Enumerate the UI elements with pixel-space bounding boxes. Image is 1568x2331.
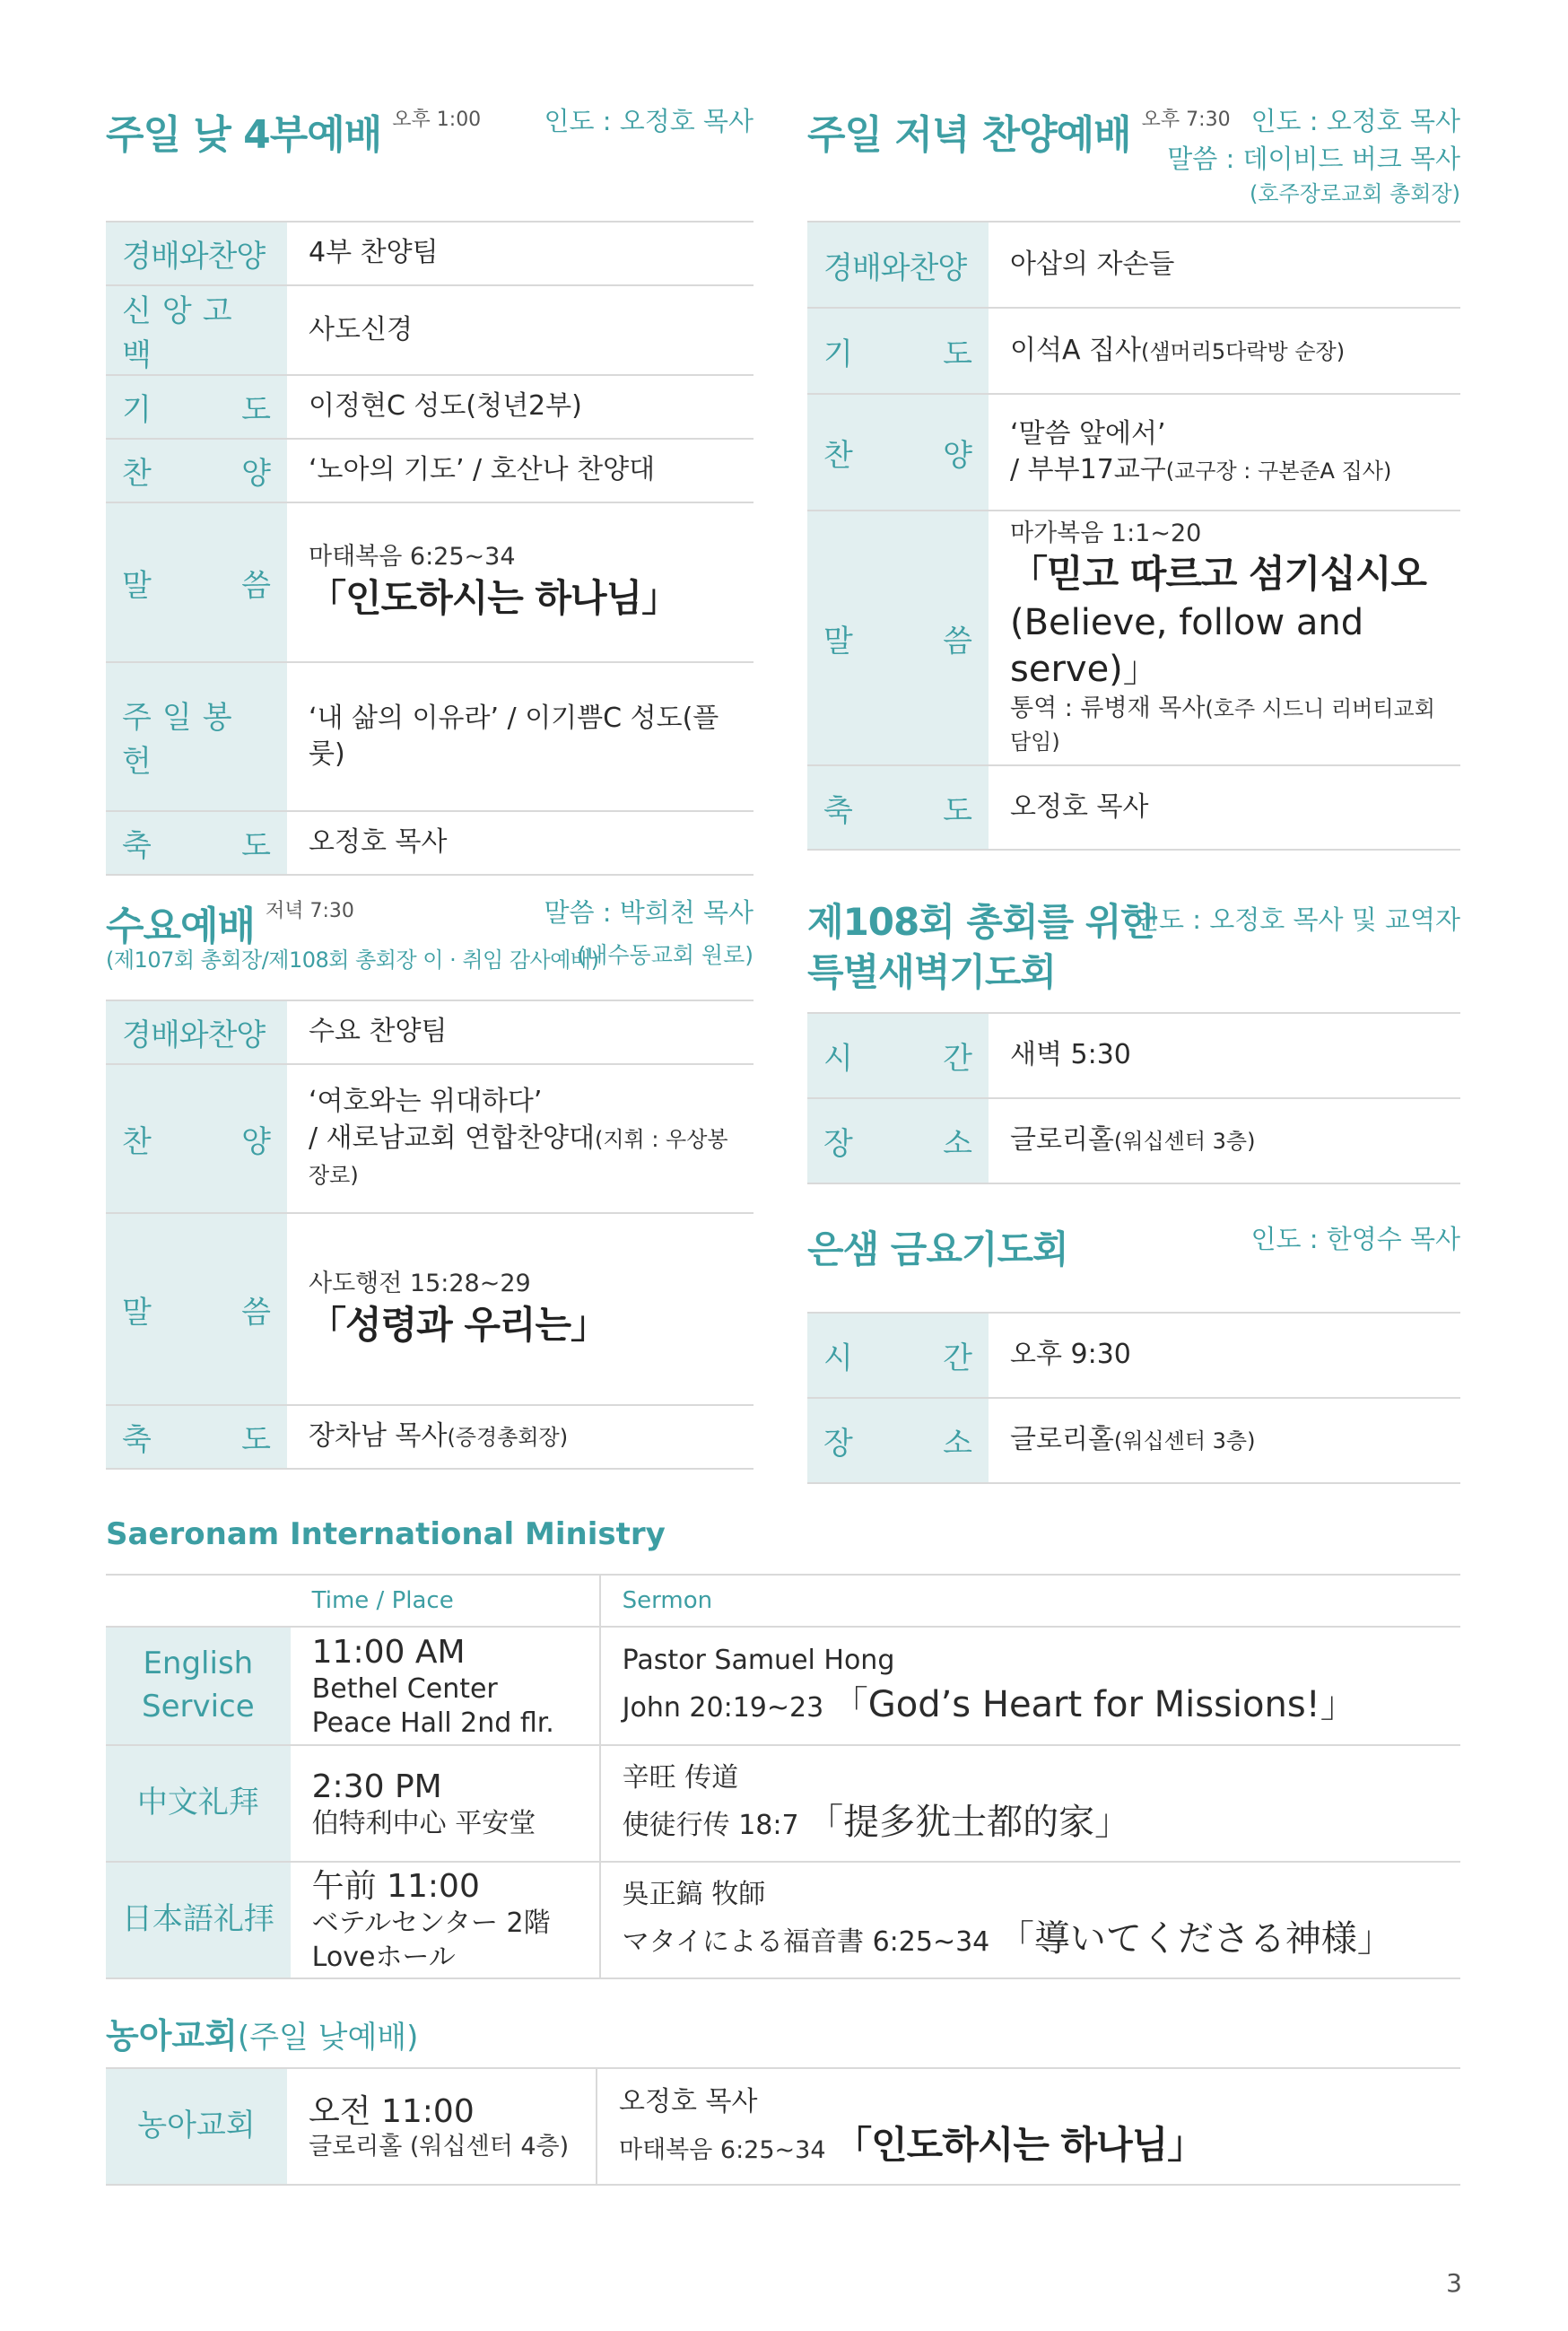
sunday-evening-table	[807, 221, 1460, 851]
word-label: 말 씀	[106, 1213, 287, 1405]
interpreter: 통역 : 류병재 목사(호주 시드니 리버티교회 담임)	[1010, 694, 1435, 755]
deaf-church-table	[106, 2067, 1460, 2186]
time-place: 2:30 PM 伯特利中心 平安堂	[291, 1745, 600, 1862]
sermon-title: 「성령과 우리는」	[309, 1302, 608, 1347]
page-number: 3	[1446, 2268, 1462, 2298]
international-table	[106, 1574, 1460, 1979]
word-value	[287, 1213, 754, 1405]
place-label: 장 소	[807, 1098, 989, 1183]
word-label: 말 씀	[807, 511, 989, 765]
sunday-4-time: 오후 1:00	[392, 109, 482, 131]
place-value: 글로리홀(워십센터 3층)	[1010, 1124, 1256, 1157]
praise-label: 찬 양	[807, 394, 989, 511]
time-value: 오후 9:30	[1010, 1339, 1131, 1371]
sunday-evening-time: 오후 7:30	[1141, 109, 1231, 131]
sunday-4-title: 주일 낮 4부예배 $^{오후 1:00}$	[106, 109, 482, 158]
sunday-evening-credits	[1167, 102, 1460, 210]
praise-label: 찬 양	[106, 439, 287, 502]
sermon-title-english: (Believe, follow and serve)」	[1010, 602, 1364, 691]
place-label: 장 소	[807, 1398, 989, 1483]
column-time-place: Time / Place	[291, 1575, 600, 1627]
creed-value: 사도신경	[309, 313, 413, 345]
bless-label: 축 도	[106, 1405, 287, 1469]
service-label: 中文礼拜	[106, 1745, 291, 1862]
sermon-info: Pastor Samuel Hong John 20:19~23 「God’s Heart for Missions!」	[622, 1645, 1356, 1725]
sermon-title: 「믿고 따르고 섬기십시오	[1010, 552, 1426, 597]
deaf-church-title: 농아교회(주일 낮예배)	[106, 2016, 419, 2056]
word-value	[287, 502, 754, 662]
worship-label: 경배와찬양	[106, 222, 287, 285]
sermon-info: 辛旺 传道 使徒行传 18:7 「提多犹士都的家」	[622, 1762, 1131, 1843]
sunday-evening-leader: 인도 : 오정호 목사	[1250, 106, 1460, 136]
bless-value: 장차남 목사(증경총회장)	[309, 1420, 569, 1453]
wednesday-section	[106, 886, 754, 1470]
time-label: 시 간	[807, 1013, 989, 1098]
service-label: 日本語礼拝	[106, 1862, 291, 1978]
praise-value: ‘여호와는 위대하다’ / 새로남교회 연합찬양대(지휘 : 우상봉 장로)	[309, 1086, 728, 1189]
worship-label: 경배와찬양	[807, 222, 989, 308]
worship-value: 아삽의 자손들	[1010, 248, 1175, 280]
dawn-prayer-title: 제108회 총회를 위한 특별새벽기도회	[807, 900, 1156, 994]
table-row	[106, 1627, 1460, 1745]
sermon-info: 吳正鎬 牧師 マタイによる福音書 6:25~34 「導いてくださる神様」	[622, 1879, 1393, 1960]
dawn-prayer-table	[807, 1012, 1460, 1184]
bless-value: 오정호 목사	[309, 826, 448, 859]
worship-value: 4부 찬양팀	[309, 237, 439, 269]
friday-prayer-table	[807, 1312, 1460, 1484]
dawn-prayer-header	[807, 897, 1460, 1007]
time-value: 새벽 5:30	[1010, 1039, 1131, 1071]
word-reference: 마태복음 6:25~34	[309, 543, 516, 572]
place-value: 글로리홀(워십센터 3층)	[1010, 1424, 1256, 1456]
sunday-4-section	[106, 90, 754, 876]
sermon-info: 오정호 목사 마태복음 6:25~34 「인도하시는 하나님」	[619, 2085, 1205, 2167]
sunday-evening-header	[807, 90, 1460, 206]
sunday-evening-section	[807, 90, 1460, 851]
wednesday-preacher: 말씀 : 박희천 목사	[544, 897, 754, 928]
sunday-evening-title: 주일 저녁 찬양예배 $^{오후 7:30}$	[807, 109, 1231, 158]
bless-label: 축 도	[807, 765, 989, 850]
creed-label: 신앙고백	[106, 285, 287, 375]
bless-label: 축 도	[106, 811, 287, 875]
wednesday-header	[106, 886, 754, 974]
dawn-prayer-section	[807, 897, 1460, 1184]
wednesday-table	[106, 1000, 754, 1470]
sunday-evening-preacher-note: (호주장로교회 총회장)	[1249, 181, 1460, 206]
offering-label: 주일봉헌	[106, 662, 287, 811]
friday-prayer-leader: 인도 : 한영수 목사	[1250, 1224, 1460, 1254]
international-title: Saeronam International Ministry	[106, 1516, 666, 1552]
prayer-label: 기 도	[106, 375, 287, 439]
offering-value: ‘내 삶의 이유라’ / 이기쁨C 성도(플룻)	[309, 702, 719, 770]
friday-prayer-header	[807, 1213, 1460, 1306]
time-label: 시 간	[807, 1313, 989, 1398]
word-label: 말 씀	[106, 502, 287, 662]
praise-value: ‘말씀 앞에서’ / 부부17교구(교구장 : 구본준A 집사)	[1010, 417, 1392, 485]
table-row	[106, 1745, 1460, 1862]
bless-value: 오정호 목사	[1010, 790, 1149, 823]
time-place: 午前 11:00 ベテルセンター 2階 Loveホール	[291, 1862, 600, 1978]
praise-value: ‘노아의 기도’ / 호산나 찬양대	[309, 454, 656, 486]
service-label: 농아교회	[106, 2068, 287, 2185]
wednesday-subtitle: (제107회 총회장/제108회 총회장 이 · 취임 감사예배)	[106, 947, 599, 973]
prayer-value: 이석A 집사(샘머리5다락방 순장)	[1010, 334, 1346, 366]
table-row	[106, 1862, 1460, 1978]
sermon-title: 「인도하시는 하나님」	[309, 575, 679, 620]
dawn-prayer-leader: 인도 : 오정호 목사 및 교역자	[1133, 904, 1460, 935]
time-place: 오전 11:00 글로리홀 (워십센터 4층)	[287, 2068, 597, 2185]
international-table-header	[106, 1575, 1460, 1627]
worship-label: 경배와찬양	[106, 1000, 287, 1064]
time-place: 11:00 AM Bethel Center Peace Hall 2nd flr.	[291, 1627, 600, 1745]
sunday-4-header	[106, 90, 754, 196]
international-section	[106, 1516, 1460, 1979]
column-sermon: Sermon	[622, 1586, 713, 1614]
friday-prayer-section	[807, 1213, 1460, 1484]
word-reference: 사도행전 15:28~29	[309, 1270, 531, 1298]
sunday-4-leader: 인도 : 오정호 목사	[544, 106, 754, 136]
wednesday-time: 저녁 7:30	[266, 900, 354, 922]
wednesday-preacher-note: (내수동교회 원로)	[577, 942, 754, 968]
sunday-4-table	[106, 221, 754, 876]
service-label: English Service	[106, 1627, 291, 1745]
worship-value: 수요 찬양팀	[309, 1016, 448, 1048]
praise-label: 찬 양	[106, 1064, 287, 1213]
prayer-label: 기 도	[807, 308, 989, 394]
wednesday-title: 수요예배 $^{저녁 7:30}$	[106, 900, 354, 949]
sunday-evening-preacher: 말씀 : 데이비드 버크 목사	[1167, 144, 1460, 174]
word-reference: 마가복음 1:1~20	[1010, 519, 1202, 548]
deaf-church-section	[106, 2008, 1460, 2186]
table-row	[106, 2068, 1460, 2185]
prayer-value: 이정현C 성도(청년2부)	[309, 390, 582, 423]
friday-prayer-title: 은샘 금요기도회	[807, 1227, 1068, 1271]
word-value	[989, 511, 1460, 765]
